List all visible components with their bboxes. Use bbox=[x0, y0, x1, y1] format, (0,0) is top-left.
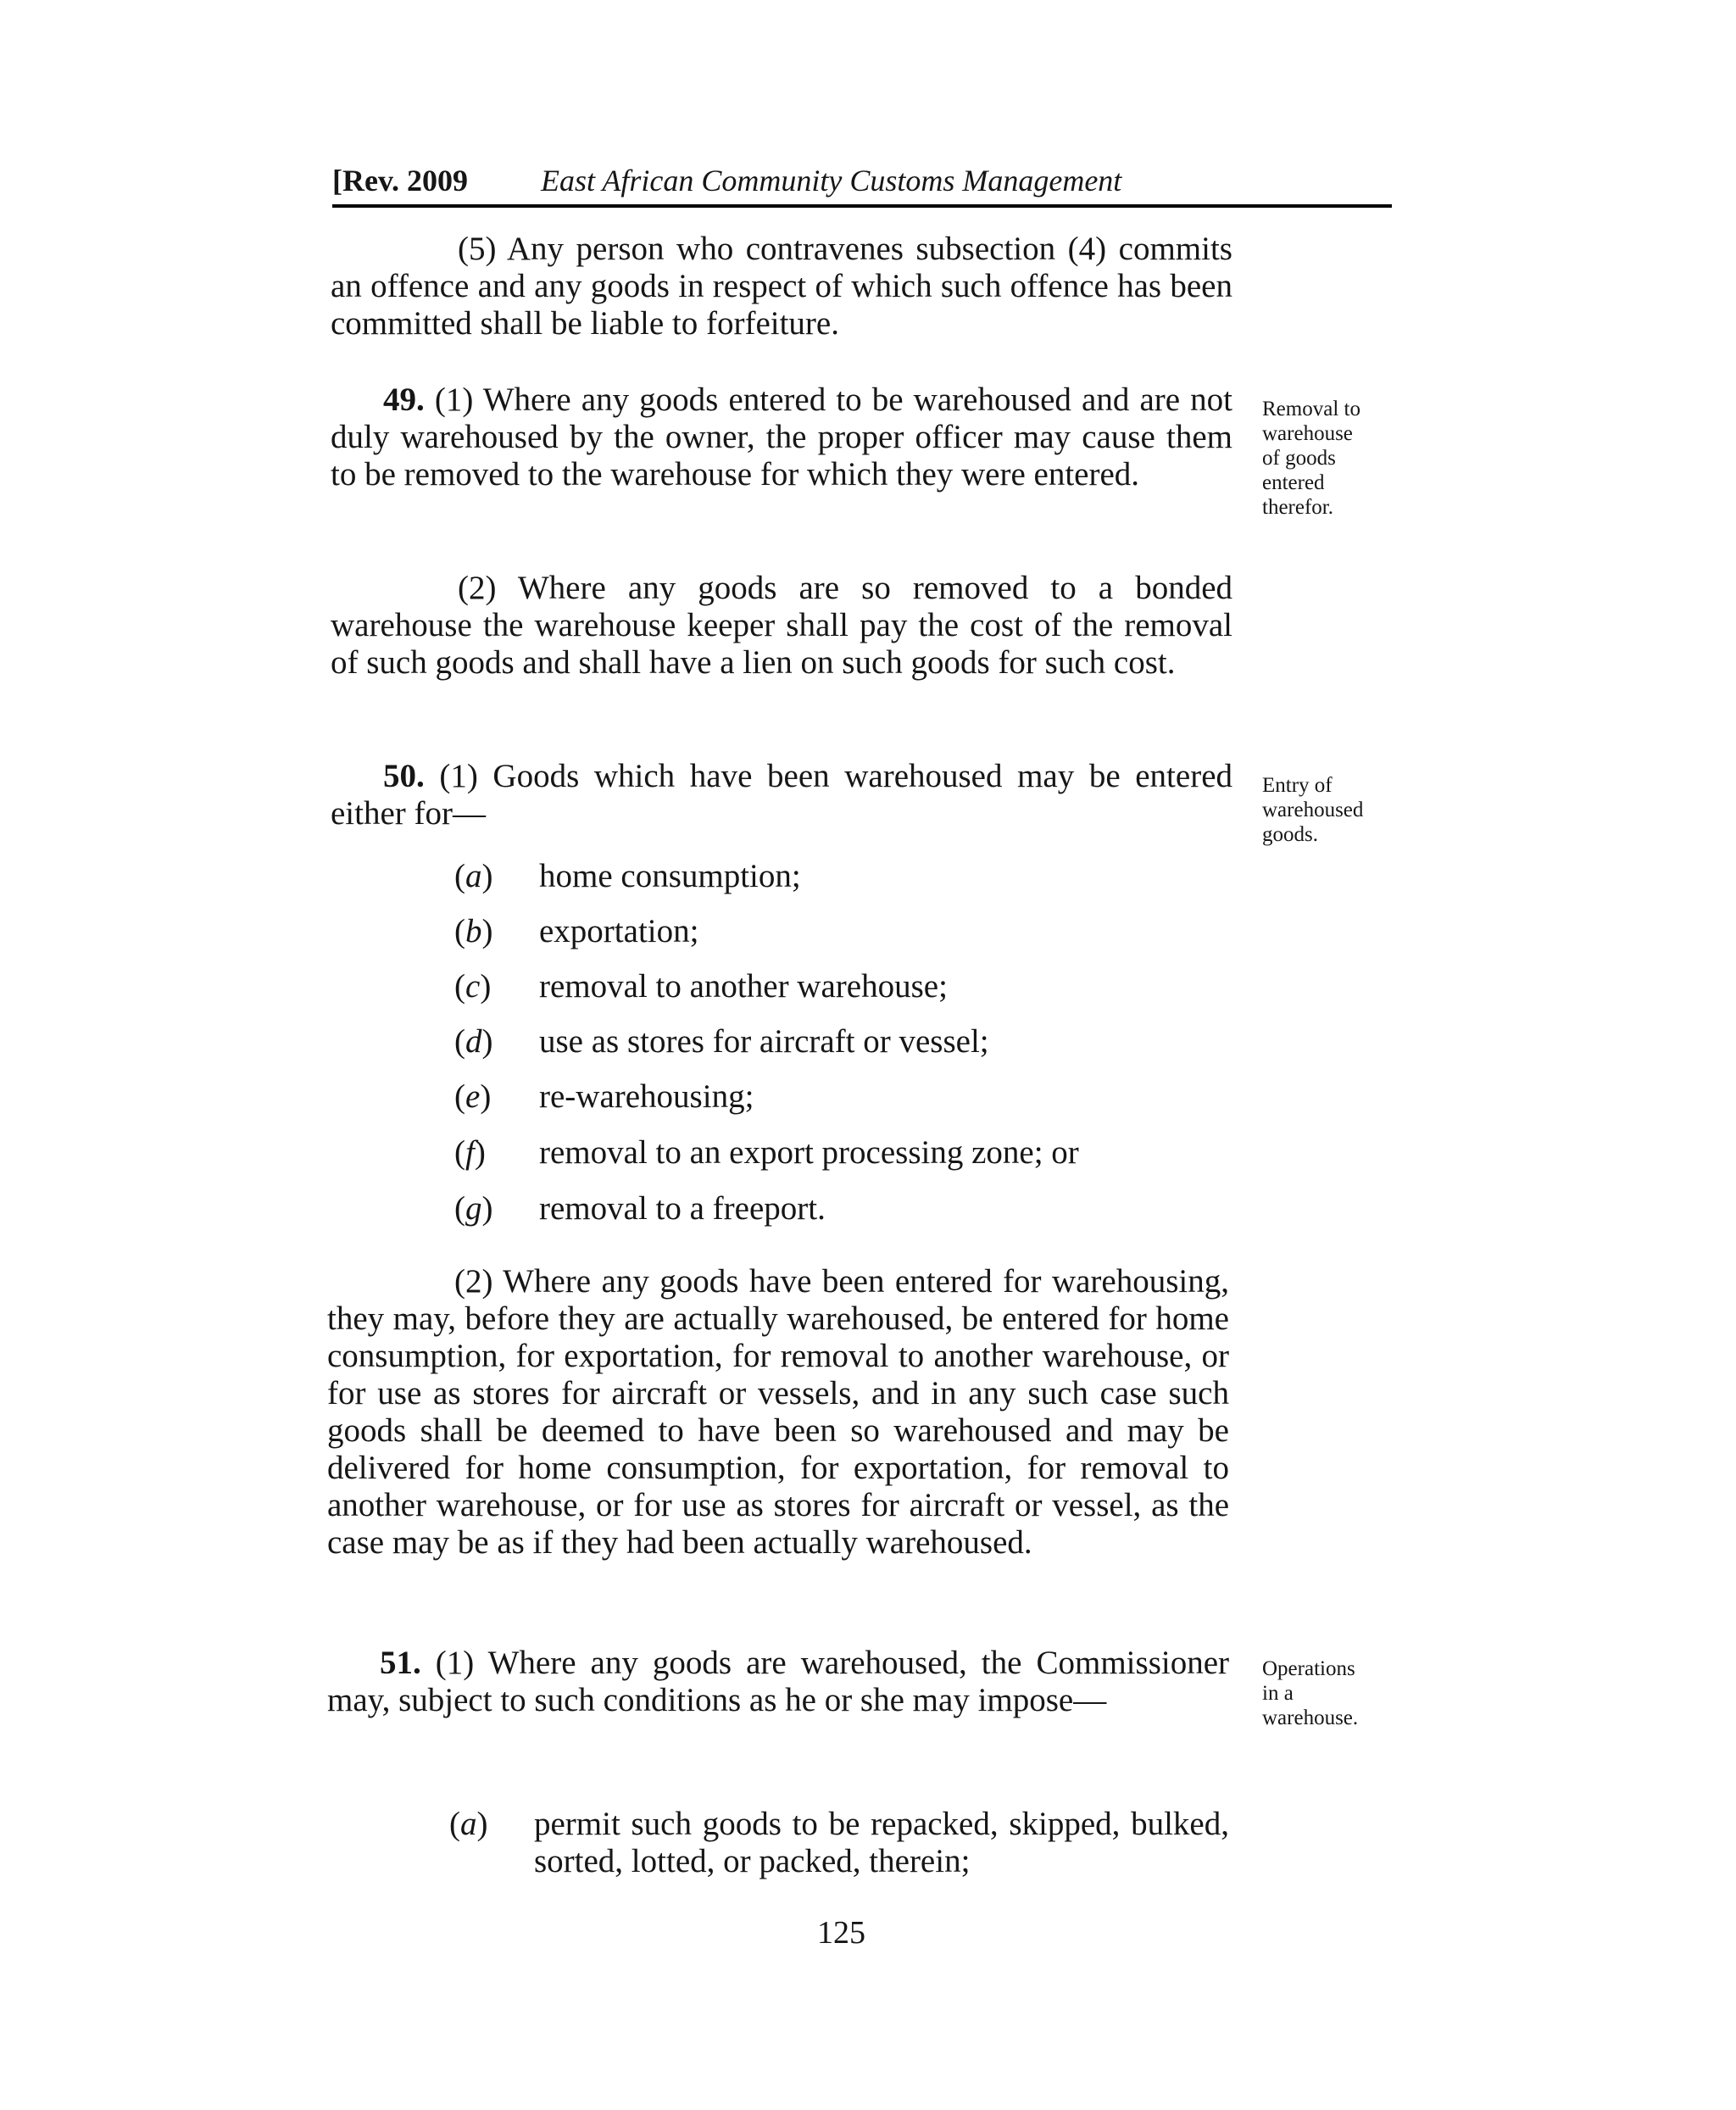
item-text: exportation; bbox=[539, 913, 699, 949]
page-number: 125 bbox=[817, 1915, 865, 1951]
paragraph-text: (1) Where any goods are warehoused, the Commissioner may, subject to such conditions as he or she may impose— bbox=[327, 1645, 1229, 1718]
marginal-line: therefor. bbox=[1262, 496, 1333, 519]
revision-label: [Rev. 2009 bbox=[332, 164, 468, 198]
item-text: permit such goods to be repacked, skipped, bulked, sorted, lotted, or packed, therein; bbox=[534, 1806, 1229, 1879]
paragraph-text: (5) Any person who contravenes subsection (4) commits an offence and any goods in respect of which such offence has been committed shall be liable to forfeiture. bbox=[331, 231, 1232, 342]
paragraph-text: (1) Goods which have been warehoused may be entered either for— bbox=[331, 758, 1232, 832]
item-label: (f) bbox=[454, 1134, 486, 1171]
paragraph-48-5 bbox=[331, 231, 1232, 342]
marginal-line: of goods bbox=[1262, 447, 1336, 470]
item-label: (a) bbox=[449, 1806, 488, 1842]
item-text: removal to an export processing zone; or bbox=[539, 1134, 1079, 1171]
item-label: (a) bbox=[454, 858, 493, 894]
item-text: use as stores for aircraft or vessel; bbox=[539, 1023, 989, 1060]
marginal-line: warehouse. bbox=[1262, 1706, 1359, 1729]
item-label: (c) bbox=[454, 968, 492, 1005]
act-title: East African Community Customs Management bbox=[541, 164, 1122, 198]
section-number: 51. bbox=[380, 1645, 421, 1681]
section-number: 50. bbox=[383, 758, 425, 794]
section-50-subsection-2 bbox=[327, 1263, 1229, 1562]
item-text: re-warehousing; bbox=[539, 1078, 754, 1115]
header-rule bbox=[332, 204, 1392, 208]
paragraph-text: (2) Where any goods are so removed to a bonded warehouse the warehouse keeper shall pay the cost of the removal of such goods and shall have a lien on such goods for such cost. bbox=[331, 570, 1232, 681]
marginal-note-51 bbox=[1262, 1656, 1358, 1730]
list-item bbox=[449, 1806, 1238, 1890]
section-49-subsection-1 bbox=[331, 381, 1232, 493]
item-text: removal to a freeport. bbox=[539, 1190, 826, 1227]
marginal-note-50 bbox=[1262, 773, 1363, 847]
marginal-line: Removal to bbox=[1262, 398, 1360, 420]
marginal-line: warehoused bbox=[1262, 799, 1364, 821]
item-label: (g) bbox=[454, 1190, 493, 1227]
item-label: (b) bbox=[454, 913, 493, 949]
marginal-line: entered bbox=[1262, 471, 1325, 494]
marginal-line: in a bbox=[1262, 1682, 1294, 1705]
item-label: (d) bbox=[454, 1023, 493, 1060]
section-number: 49. bbox=[383, 381, 425, 418]
marginal-line: Entry of bbox=[1262, 774, 1333, 797]
item-label: (e) bbox=[454, 1078, 492, 1115]
paragraph-text: (2) Where any goods have been entered for warehousing, they may, before they are actually warehoused, be entered for home consumption, for exportation, for removal to another warehouse, or for use as stores for aircraft or vessels, and in any such case such goods shall be deemed to have been so warehoused and may be delivered for home consumption, for exportation, for removal to another warehouse, or for use as stores for aircraft or vessel, as the case may be as if they had been actually warehoused. bbox=[327, 1263, 1229, 1561]
section-50-subsection-1 bbox=[331, 758, 1232, 832]
paragraph-text: (1) Where any goods entered to be warehoused and are not duly warehoused by the owner, the proper officer may cause them to be removed to the warehouse for which they were entered. bbox=[331, 381, 1232, 493]
item-text: home consumption; bbox=[539, 858, 801, 894]
section-49-subsection-2 bbox=[331, 570, 1232, 682]
marginal-line: goods. bbox=[1262, 823, 1318, 846]
marginal-note-49 bbox=[1262, 397, 1360, 520]
marginal-line: Operations bbox=[1262, 1657, 1355, 1680]
marginal-line: warehouse bbox=[1262, 422, 1353, 445]
section-51-subsection-1 bbox=[327, 1645, 1229, 1719]
item-text: removal to another warehouse; bbox=[539, 968, 948, 1005]
running-header bbox=[332, 163, 1392, 202]
